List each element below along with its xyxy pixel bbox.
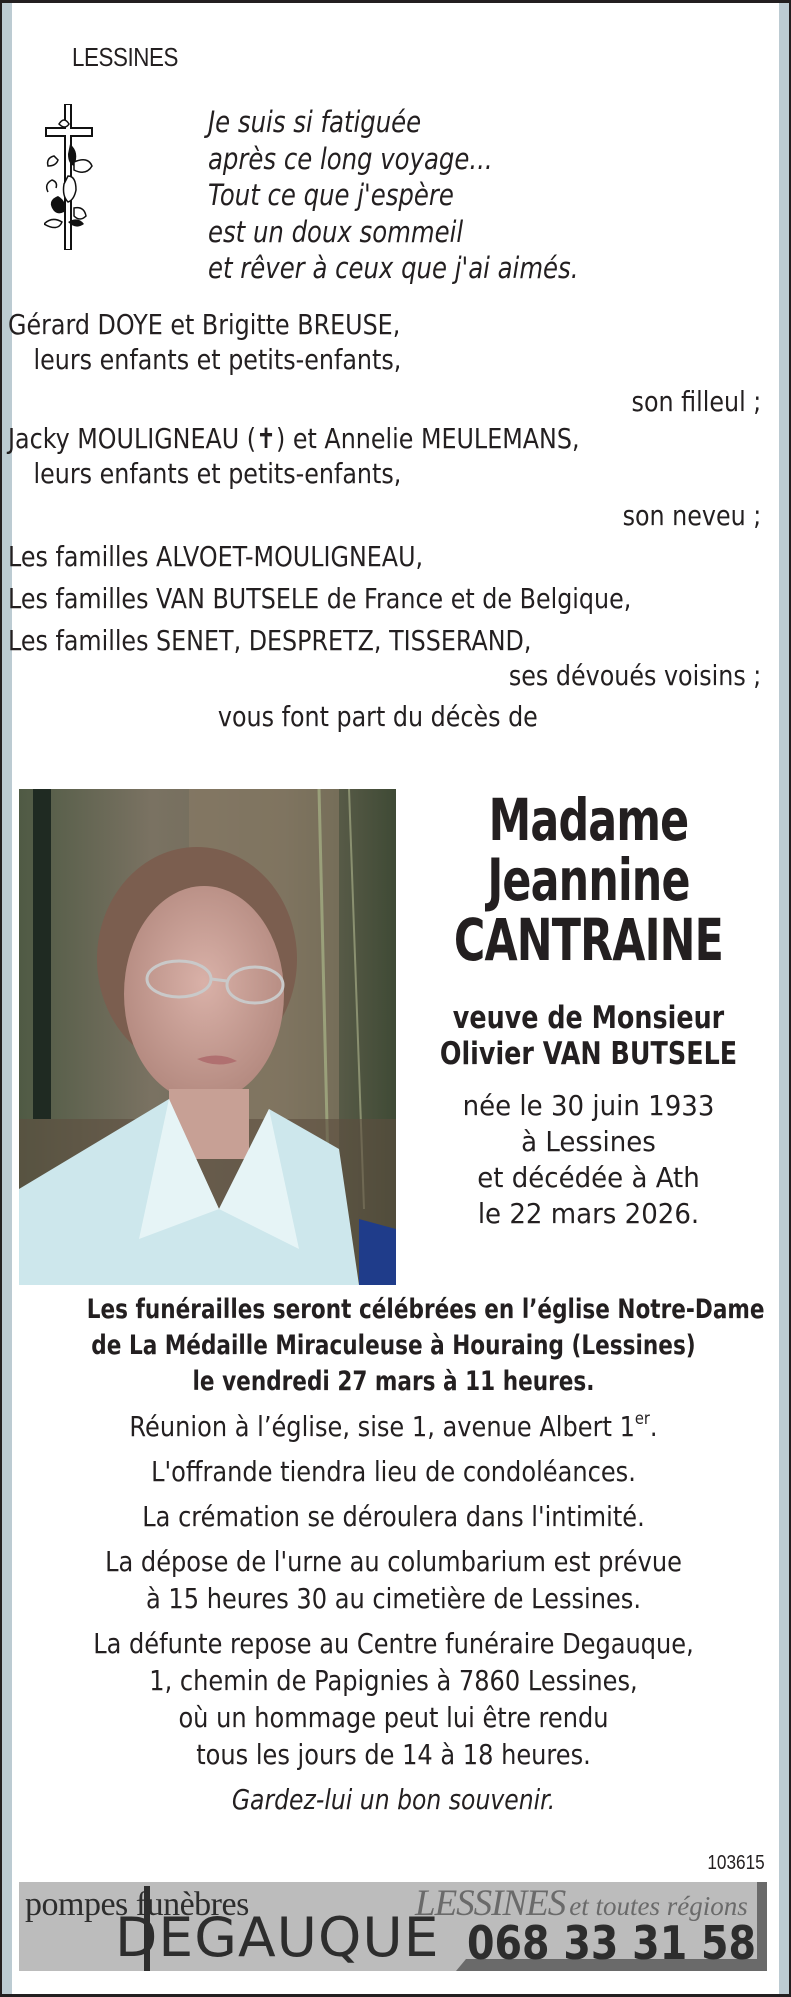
family-names: Jacky MOULIGNEAU (✝) et Annelie MEULEMANS, xyxy=(8,422,580,455)
death-date: le 22 mars 2026. xyxy=(477,1197,700,1230)
announcement: vous font part du décès de xyxy=(217,700,538,733)
poem-line: est un doux sommeil xyxy=(208,214,464,249)
poem xyxy=(208,104,578,287)
reference-number: 103615 xyxy=(707,1852,765,1874)
birth-place: à Lessines xyxy=(521,1125,656,1158)
family-relation: ses dévoués voisins ; xyxy=(508,659,762,692)
offering-info: L'offrande tiendra lieu de condoléances. xyxy=(151,1455,636,1488)
family-list xyxy=(8,306,763,740)
farewell-message: Gardez-lui un bon souvenir. xyxy=(231,1783,556,1816)
cross-with-roses-icon xyxy=(44,104,94,250)
rest-info: La défunte repose au Centre funéraire Degauque, 1, chemin de Papignies à 7860 Lessines, où un hommage peut lui être rendu tous les jours de 14 à 18 heures. xyxy=(93,1627,694,1771)
family-descendants: leurs enfants et petits-enfants, xyxy=(33,457,402,490)
urn-info: La dépose de l'urne au columbarium est prévue à 15 heures 30 au cimetière de Lessines. xyxy=(105,1545,682,1615)
poem-line: et rêver à ceux que j'ai aimés. xyxy=(208,251,579,285)
poem-line: Je suis si fatiguée xyxy=(208,105,422,139)
widow-of-line2: Olivier VAN BUTSELE xyxy=(439,1036,738,1072)
meeting-superscript: er xyxy=(634,1409,650,1429)
family-relation: son neveu ; xyxy=(622,499,762,532)
widow-of-line1: veuve de Monsieur xyxy=(452,1000,725,1036)
cremation-info: La crémation se déroulera dans l'intimité. xyxy=(142,1500,645,1533)
funeral-details xyxy=(10,1292,777,1818)
meeting-text: Réunion à l’église, sise 1, avenue Albert 1 xyxy=(129,1410,635,1443)
funeral-home-phone[interactable]: 068 33 31 58 xyxy=(467,1916,757,1970)
family-descendants: leurs enfants et petits-enfants, xyxy=(33,343,402,376)
family-group: Les familles SENET, DESPRETZ, TISSERAND, xyxy=(8,624,532,657)
deceased-cross-icon: ✝ xyxy=(256,422,277,455)
family-relation: son filleul ; xyxy=(631,385,762,418)
family-group: Les familles VAN BUTSELE de France et de Belgique, xyxy=(8,582,632,615)
poem-line: Tout ce que j'espère xyxy=(208,178,454,212)
family-names: Gérard DOYE et Brigitte BREUSE, xyxy=(8,308,401,341)
meeting-info: Réunion à l’église, sise 1, avenue Albert 1er. xyxy=(129,1409,658,1443)
ceremony-line: de La Médaille Miraculeuse à Houraing (Lessines) xyxy=(91,1330,696,1361)
ceremony-line: le vendredi 27 mars à 11 heures. xyxy=(192,1366,595,1397)
deceased-info xyxy=(400,786,777,1232)
locality-heading: LESSINES xyxy=(72,42,178,72)
deceased-first-name: Jeannine xyxy=(487,846,690,914)
funeral-home-region: LESSINES et toutes régions xyxy=(415,1883,748,1924)
deceased-title: Madame xyxy=(488,786,689,854)
portrait-photo xyxy=(19,789,396,1285)
birth-date: née le 30 juin 1933 xyxy=(462,1089,715,1122)
family-group: Les familles ALVOET-MOULIGNEAU, xyxy=(8,540,424,573)
death-place: et décédée à Ath xyxy=(477,1161,700,1194)
funeral-home-name: DEGAUQUE xyxy=(115,1906,440,1969)
funeral-home-ad xyxy=(19,1882,767,1971)
ceremony-line: Les funérailles seront célébrées en l’église Notre-Dame xyxy=(86,1294,765,1325)
funeral-home-prefix: pompes funèbres xyxy=(25,1886,249,1923)
deceased-last-name: CANTRAINE xyxy=(453,906,724,974)
poem-line: après ce long voyage... xyxy=(208,141,493,176)
banner-shadow xyxy=(757,1882,767,1971)
